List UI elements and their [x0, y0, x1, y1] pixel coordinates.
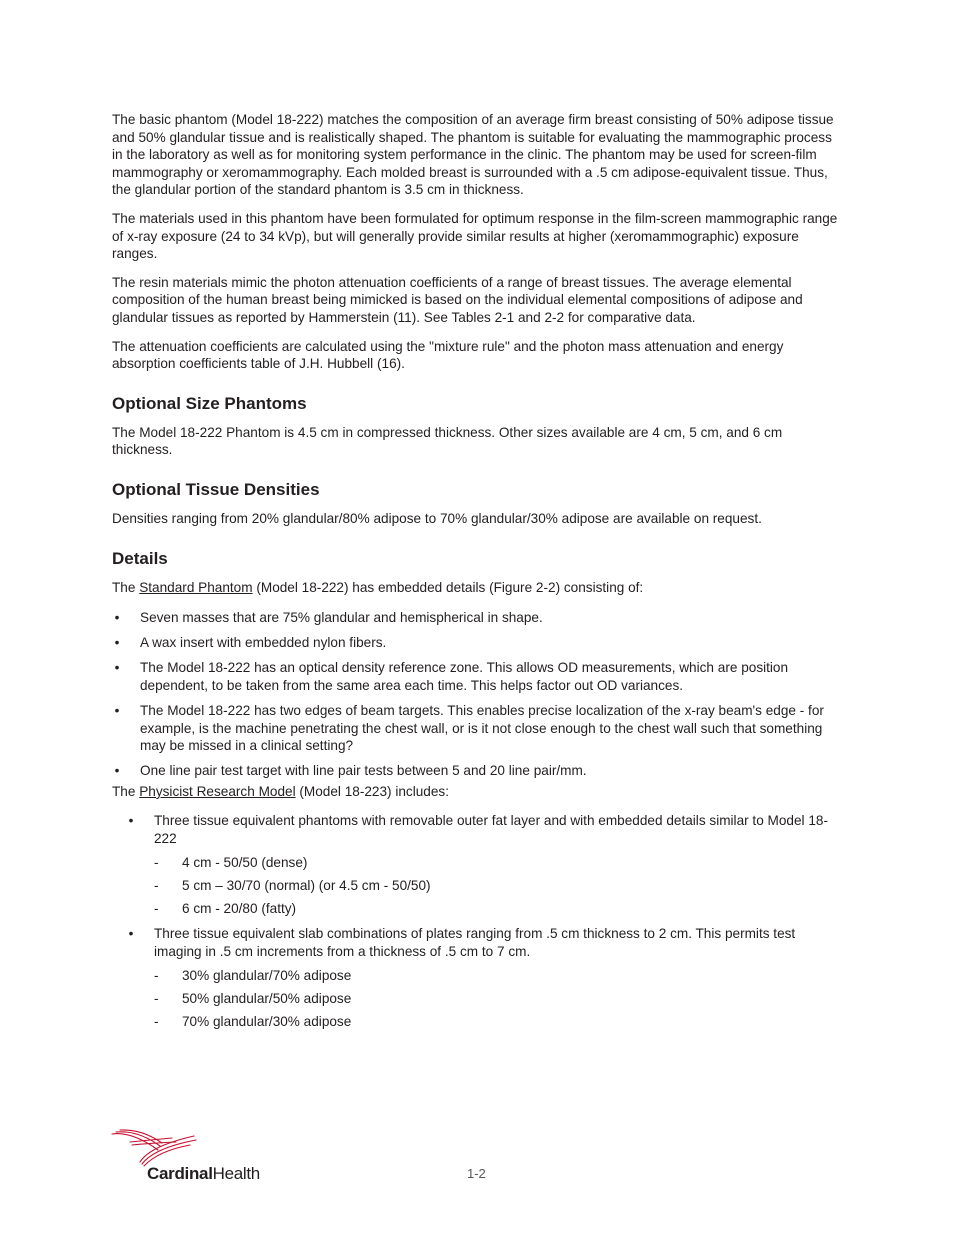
- dash-icon: -: [154, 967, 159, 983]
- dash-icon: -: [154, 900, 159, 916]
- document-body: [112, 111, 844, 1038]
- research-intro-pre: The: [112, 783, 140, 799]
- sub-list: [154, 854, 844, 918]
- bullet-icon: •: [114, 763, 120, 779]
- list-item-text: Three tissue equivalent phantoms with removable outer fat layer and with embedded details similar to Model 18-222: [154, 813, 828, 847]
- sub-list-item-text: 70% glandular/30% adipose: [182, 1013, 352, 1029]
- list-item: [112, 609, 844, 627]
- page-number: 1-2: [467, 1166, 486, 1181]
- dash-icon: -: [154, 1013, 159, 1029]
- research-model-list: [126, 812, 844, 1030]
- list-item: [112, 762, 844, 780]
- sub-list-item: [154, 967, 844, 985]
- research-intro-post: (Model 18-223) includes:: [295, 783, 449, 799]
- dash-icon: -: [154, 990, 159, 1006]
- intro-paragraph: The attenuation coefficients are calculated using the "mixture rule" and the photon mass attenuation and energy absorption coefficients table of J.H. Hubbell (16).: [112, 338, 784, 372]
- list-item: [112, 634, 844, 652]
- dash-icon: -: [154, 877, 159, 893]
- sub-list-item: [154, 854, 844, 872]
- cardinal-health-logo: [110, 1128, 270, 1184]
- intro-paragraph: The basic phantom (Model 18-222) matches the composition of an average firm breast consisting of 50% adipose tissue and 50% glandular tissue and is realistically shaped. The phantom is suitable for evaluating the mammographic process in the laboratory as well as for monitoring system performance in the clinic. The phantom may be used for screen-film mammography or xeromammography. Each molded breast is surrounded with a .5 cm adipose-equivalent tissue. Thus, the glandular portion of the standard phantom is 3.5 cm in thickness.: [112, 112, 834, 198]
- sub-list-item-text: 6 cm - 20/80 (fatty): [182, 900, 297, 916]
- intro-paragraph: The resin materials mimic the photon attenuation coefficients of a range of breast tissues. The average elemental composition of the human breast being mimicked is based on the individual elemental compositions of adipose and glandular tissues as reported by Hammerstein (11). See Tables 2-1 and 2-2 for comparative data.: [112, 274, 803, 325]
- research-model-intro: [112, 783, 844, 801]
- list-item-text: The Model 18-222 has two edges of beam targets. This enables precise localization of the x-ray beam's edge - for example, is the machine penetrating the chest wall, or is it not close enough to the chest wall such that something may be missed in a clinical setting?: [140, 702, 824, 754]
- list-item-text: Three tissue equivalent slab combinations of plates ranging from .5 cm thickness to 2 cm. This permits test imaging in .5 cm increments from a thickness of .5 cm to 7 cm.: [154, 926, 796, 959]
- list-item-text: One line pair test target with line pair tests between 5 and 20 line pair/mm.: [140, 763, 587, 779]
- logo-wordmark: [147, 1164, 260, 1184]
- sub-list-item-text: 50% glandular/50% adipose: [182, 990, 352, 1006]
- sub-list-item: [154, 877, 844, 895]
- list-item-text: A wax insert with embedded nylon fibers.: [140, 635, 387, 651]
- bullet-icon: •: [114, 610, 120, 626]
- optional-size-text: The Model 18-222 Phantom is 4.5 cm in compressed thickness. Other sizes available are 4 cm, 5 cm, and 6 cm thickness.: [112, 424, 783, 458]
- optional-density-text: Densities ranging from 20% glandular/80% adipose to 70% glandular/30% adipose are available on request.: [112, 510, 762, 526]
- details-intro-post: (Model 18-222) has embedded details (Figure 2-2) consisting of:: [252, 579, 644, 595]
- bullet-icon: •: [114, 660, 120, 676]
- bullet-icon: •: [128, 813, 134, 829]
- dash-icon: -: [154, 854, 159, 870]
- cardinal-swoosh-icon: [110, 1128, 200, 1168]
- bullet-icon: •: [114, 635, 120, 651]
- sub-list-item: [154, 1013, 844, 1031]
- sub-list-item-text: 4 cm - 50/50 (dense): [182, 854, 308, 870]
- bullet-icon: •: [128, 926, 134, 942]
- list-item: [112, 659, 844, 694]
- list-item: [126, 925, 844, 1030]
- optional-size-heading: Optional Size Phantoms: [112, 393, 307, 413]
- details-intro-pre: The: [112, 579, 140, 595]
- intro-paragraph: The materials used in this phantom have been formulated for optimum response in the film-screen mammographic range of x-ray exposure (24 to 34 kVp), but will generally provide similar results at higher (xeromammographic) exposure ranges.: [112, 210, 838, 262]
- sub-list-item: [154, 990, 844, 1008]
- sub-list-item-text: 30% glandular/70% adipose: [182, 967, 352, 983]
- sub-list-item: [154, 900, 844, 918]
- details-intro: [112, 579, 844, 597]
- list-item: [112, 702, 844, 755]
- logo-wordmark-bold: Cardinal: [147, 1164, 213, 1183]
- optional-density-heading: Optional Tissue Densities: [112, 479, 320, 499]
- logo-wordmark-light: Health: [212, 1164, 260, 1183]
- sub-list-item-text: 5 cm – 30/70 (normal) (or 4.5 cm - 50/50): [182, 877, 431, 893]
- list-item: [126, 812, 844, 917]
- standard-phantom-link[interactable]: Standard Phantom: [139, 579, 253, 595]
- details-heading: Details: [112, 548, 168, 568]
- details-bullet-list: [112, 609, 844, 780]
- physicist-research-model-link[interactable]: Physicist Research Model: [139, 783, 296, 799]
- bullet-icon: •: [114, 702, 120, 718]
- list-item-text: Seven masses that are 75% glandular and hemispherical in shape.: [140, 610, 543, 626]
- sub-list: [154, 967, 844, 1031]
- list-item-text: The Model 18-222 has an optical density reference zone. This allows OD measurements, which are position dependent, to be taken from the same area each time. This helps factor out OD variances.: [140, 660, 789, 693]
